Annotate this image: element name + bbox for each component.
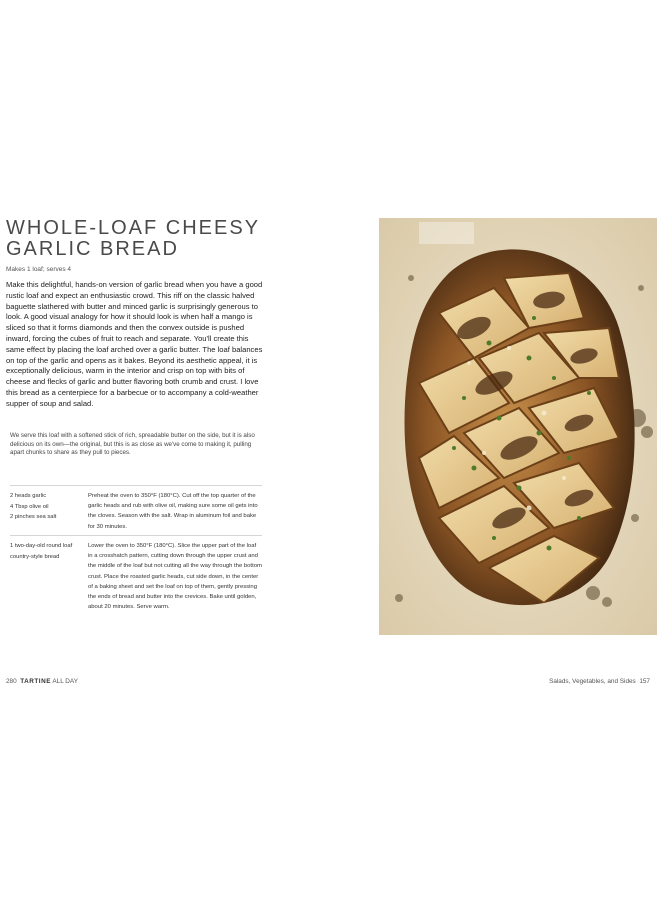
section-title: Salads, Vegetables, and Sides	[549, 678, 636, 685]
step-1-ingredients	[10, 491, 88, 532]
step-2-directions: Lower the oven to 350°F (180°C). Slice the upper part of the loaf in a crosshatch pattern, cutting down through the upper crust and the middle of the loaf but not cutting all the way through the bottom crust. Place the roasted garlic heads, cut side down, in the center of a baking sheet and set the loaf on top of them, gently pressing the ends of bread and butter into the crevices. Bake until golden, about 20 minutes. Serve warm.	[88, 543, 262, 611]
recipe-note: We serve this loaf with a softened stick of rich, spreadable butter on the side, but it is also delicious on its own—the original, but this is as close as we've come to making it, pulling apart chunks to share as they pull to pieces.	[10, 432, 255, 457]
ingredient: 1 two-day-old round loaf	[10, 543, 73, 549]
book-title: TARTINE	[20, 678, 51, 685]
left-page-footer	[6, 678, 78, 685]
right-page-footer	[549, 678, 650, 685]
recipe-yield: Makes 1 loaf; serves 4	[6, 266, 72, 273]
recipe-intro: Make this delightful, hands-on version of garlic bread when you have a good rustic loaf and expect an enthusiastic crowd. This riff on the classic halved baguette slathered with butter and minced garlic is surprisingly generous to look. A good visual analogy for how it should look is when half a mango is sliced so that it forms diamonds and then the convex outside is pushed inward, forcing the cubes of fruit to reach and separate. You'll create this same effect by placing the loaf arched over a garlic butter. The loaf balances on top of the garlic and opens as it bakes. Beyond its aesthetic appeal, it is exceptionally delicious, warm in the interior and crisp on top with bits of cheese and flecks of garlic and butter flavoring both crumb and crust. I love this bread as a centerpiece for a barbecue or to accompany a cold-weather supper of soup and salad.	[6, 280, 263, 408]
ingredient: 2 heads garlic	[10, 493, 47, 499]
recipe-title-line-1: WHOLE-LOAF CHEESY	[6, 217, 261, 239]
ingredient: country-style bread	[10, 553, 60, 560]
right-page-number: 157	[639, 678, 650, 685]
ingredient: 2 pinches sea salt	[10, 514, 57, 520]
book-subtitle: ALL DAY	[52, 678, 78, 685]
recipe-title	[6, 218, 336, 260]
step-2-ingredients	[10, 541, 88, 612]
step-1-directions: Preheat the oven to 350°F (180°C). Cut off the top quarter of the garlic heads and rub with olive oil, making sure some oil gets into the cloves. Season with the salt. Wrap in aluminum foil and bake for 30 minutes.	[88, 493, 258, 530]
recipe-step-2	[10, 535, 262, 612]
left-page-number: 280	[6, 678, 17, 685]
bread-photo	[379, 218, 657, 635]
recipe-step-1	[10, 485, 262, 532]
ingredient: 4 Tbsp olive oil	[10, 503, 49, 510]
recipe-title-line-2: GARLIC BREAD	[6, 238, 179, 260]
